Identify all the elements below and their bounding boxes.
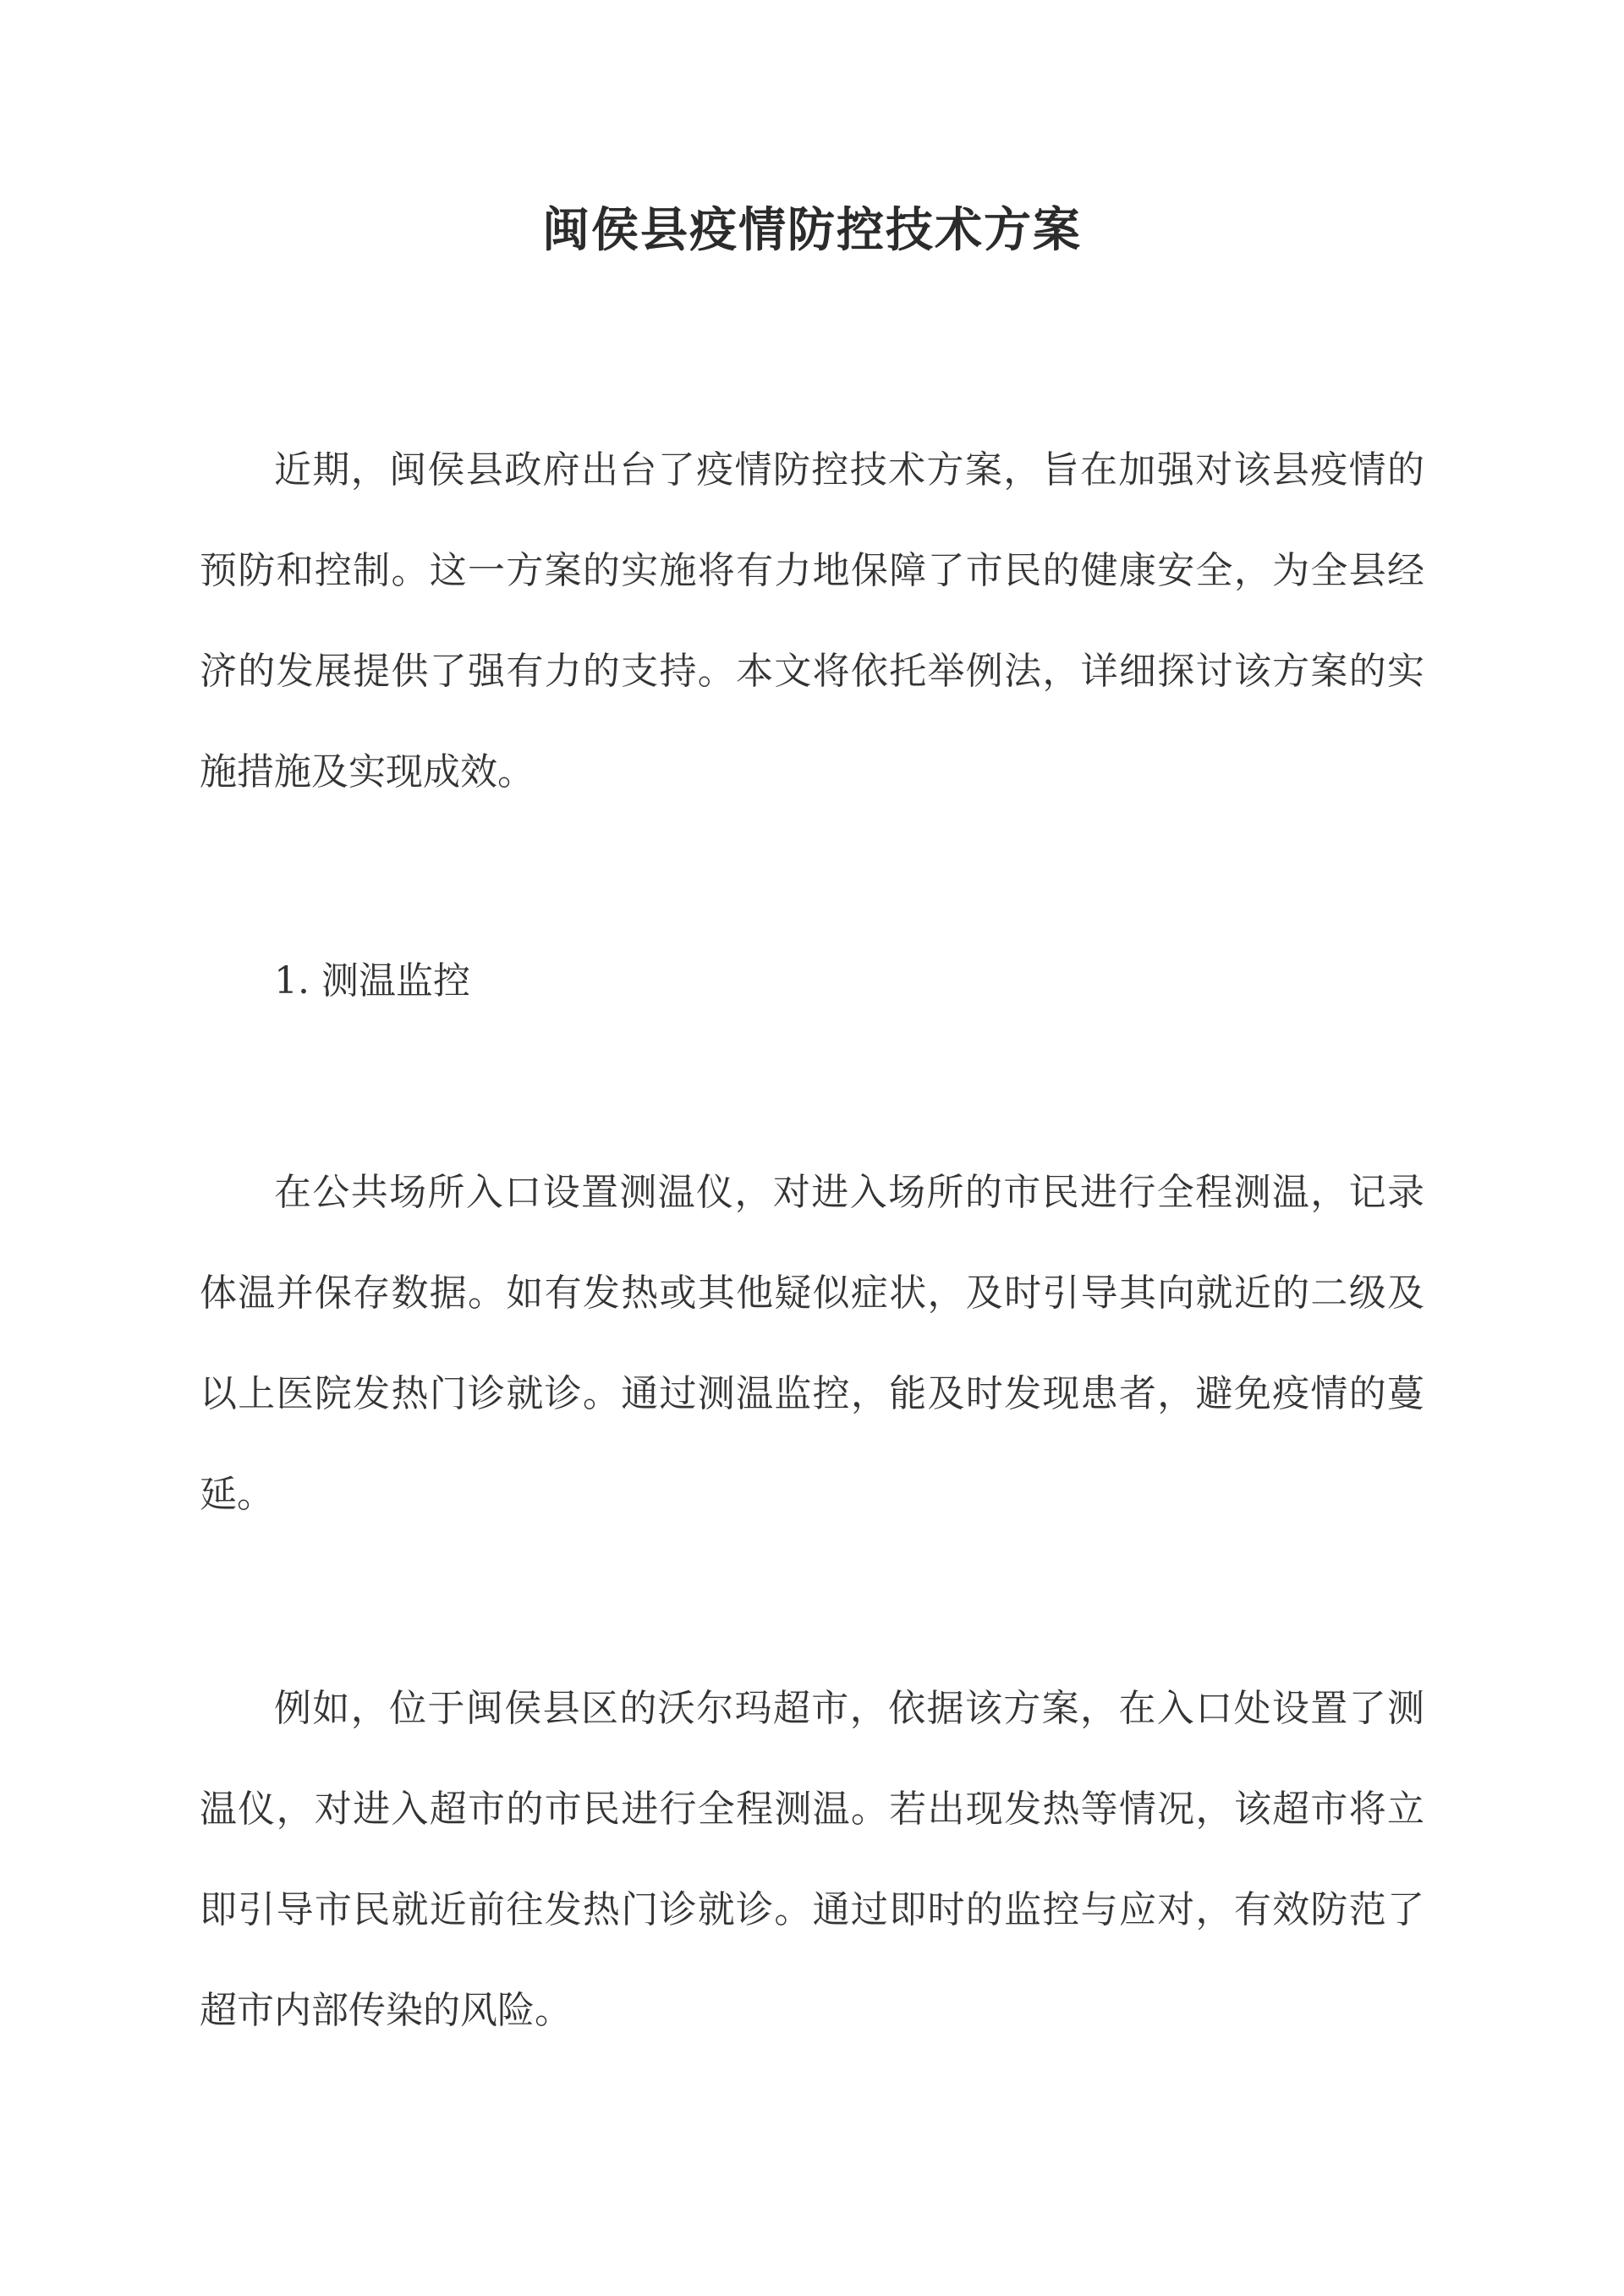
example-paragraph: 例如，位于闽侯县区的沃尔玛超市，依据该方案，在入口处设置了测温仪，对进入超市的市民进行全程测温。若出现发热等情况，该超市将立即引导市民就近前往发热门诊就诊。通过即时的监控与应对，有效防范了超市内部传染的风险。	[200, 1687, 1424, 2032]
intro-paragraph: 近期，闽侯县政府出台了疫情防控技术方案，旨在加强对该县疫情的预防和控制。这一方案的实施将有力地保障了市民的健康安全，为全县经济的发展提供了强有力的支持。本文将依托举例法，详细探讨该方案的实施措施及实现成效。	[200, 448, 1424, 794]
document-title: 闽侯县疫情防控技术方案	[542, 202, 1082, 258]
temperature-monitoring-paragraph: 在公共场所入口设置测温仪，对进入场所的市民进行全程测温，记录体温并保存数据。如有发热或其他疑似症状，及时引导其向就近的二级及以上医院发热门诊就诊。通过测温监控，能及时发现患者，避免疫情的蔓延。	[200, 1171, 1424, 1516]
section-heading-temperature-monitoring: 1. 测温监控	[274, 959, 470, 1002]
